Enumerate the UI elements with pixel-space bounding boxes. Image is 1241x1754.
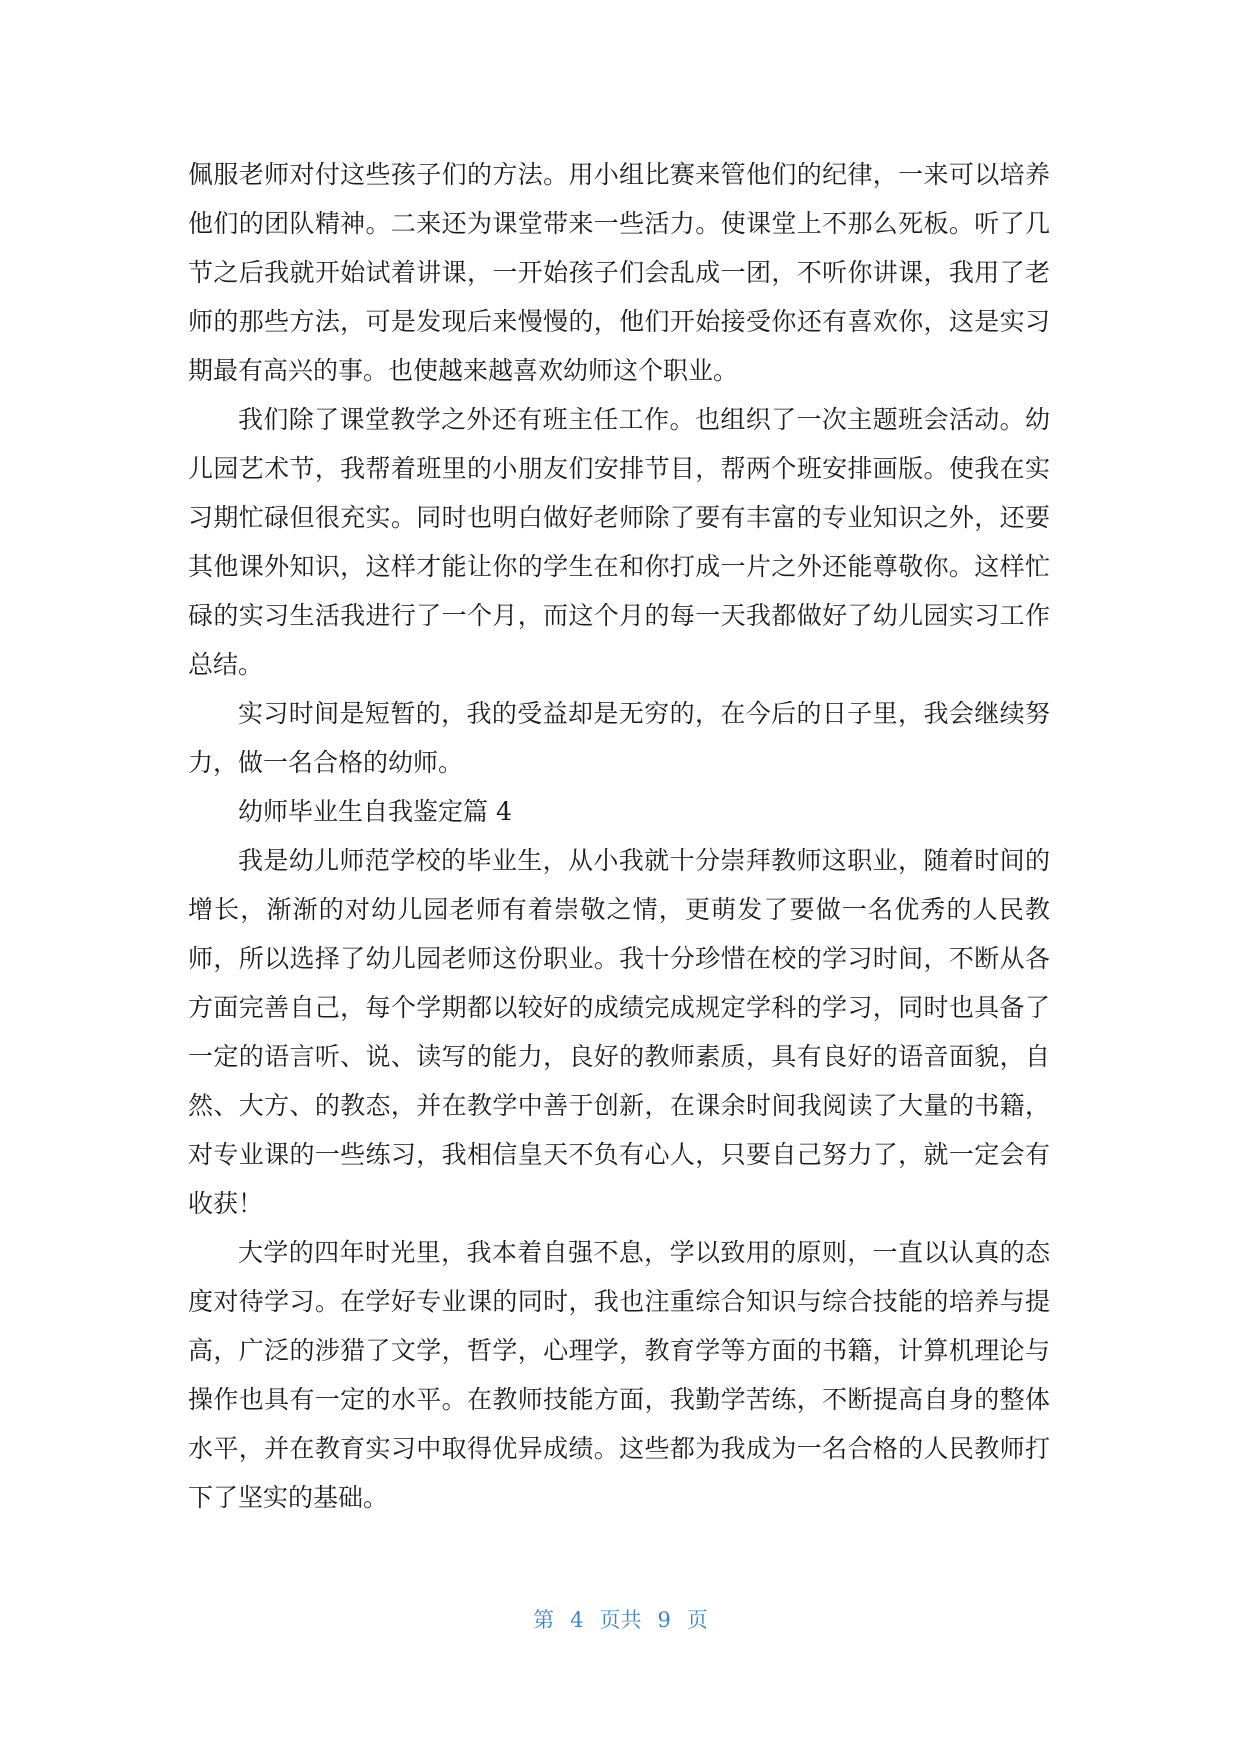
footer-word-page-total: 页共 (599, 1608, 642, 1632)
paragraph-university-study: 大学的四年时光里，我本着自强不息，学以致用的原则，一直以认真的态度对待学习。在学好专业课的同时，我也注重综合知识与综合技能的培养与提高，广泛的涉猎了文学，哲学，心理学，教育学等方面的书籍，计算机理论与操作也具有一定的水平。在教师技能方面，我勤学苦练，不断提高自身的整体水平，并在教育实习中取得优异成绩。这些都为我成为一名合格的人民教师打下了坚实的基础。 (188, 1238, 1050, 1512)
paragraph-internship-summary: 实习时间是短暂的，我的受益却是无穷的，在今后的日子里，我会继续努力，做一名合格的幼师。 (188, 699, 1050, 777)
document-body (188, 150, 1050, 1522)
paragraph-self-introduction: 我是幼儿师范学校的毕业生，从小我就十分崇拜教师这职业，随着时间的增长，渐渐的对幼儿园老师有着崇敬之情，更萌发了要做一名优秀的人民教师，所以选择了幼儿园老师这份职业。我十分珍惜在校的学习时间，不断从各方面完善自己，每个学期都以较好的成绩完成规定学科的学习，同时也具备了一定的语言听、说、读写的能力，良好的教师素质，具有良好的语音面貌，自然、大方、的教态，并在教学中善于创新，在课余时间我阅读了大量的书籍，对专业课的一些练习，我相信皇天不负有心人，只要自己努力了，就一定会有收获！ (188, 846, 1050, 1218)
paragraph-class-work: 我们除了课堂教学之外还有班主任工作。也组织了一次主题班会活动。幼儿园艺术节，我帮着班里的小朋友们安排节目，帮两个班安排画版。使我在实习期忙碌但很充实。同时也明白做好老师除了要有丰富的专业知识之外，还要其他课外知识，这样才能让你的学生在和你打成一片之外还能尊敬你。这样忙碌的实习生活我进行了一个月，而这个月的每一天我都做好了幼儿园实习工作总结。 (188, 405, 1050, 679)
footer-total-pages: 9 (657, 1608, 671, 1632)
page-footer (0, 1604, 1241, 1634)
section-heading: 幼师毕业生自我鉴定篇 4 (238, 797, 512, 826)
paragraph-continued: 佩服老师对付这些孩子们的方法。用小组比赛来管他们的纪律，一来可以培养他们的团队精神。二来还为课堂带来一些活力。使课堂上不那么死板。听了几节之后我就开始试着讲课，一开始孩子们会乱成一团，不听你讲课，我用了老师的那些方法，可是发现后来慢慢的，他们开始接受你还有喜欢你，这是实习期最有高兴的事。也使越来越喜欢幼师这个职业。 (188, 160, 1050, 385)
footer-word-di: 第 (533, 1608, 555, 1632)
footer-word-page: 页 (686, 1608, 708, 1632)
footer-current-page: 4 (570, 1608, 584, 1632)
